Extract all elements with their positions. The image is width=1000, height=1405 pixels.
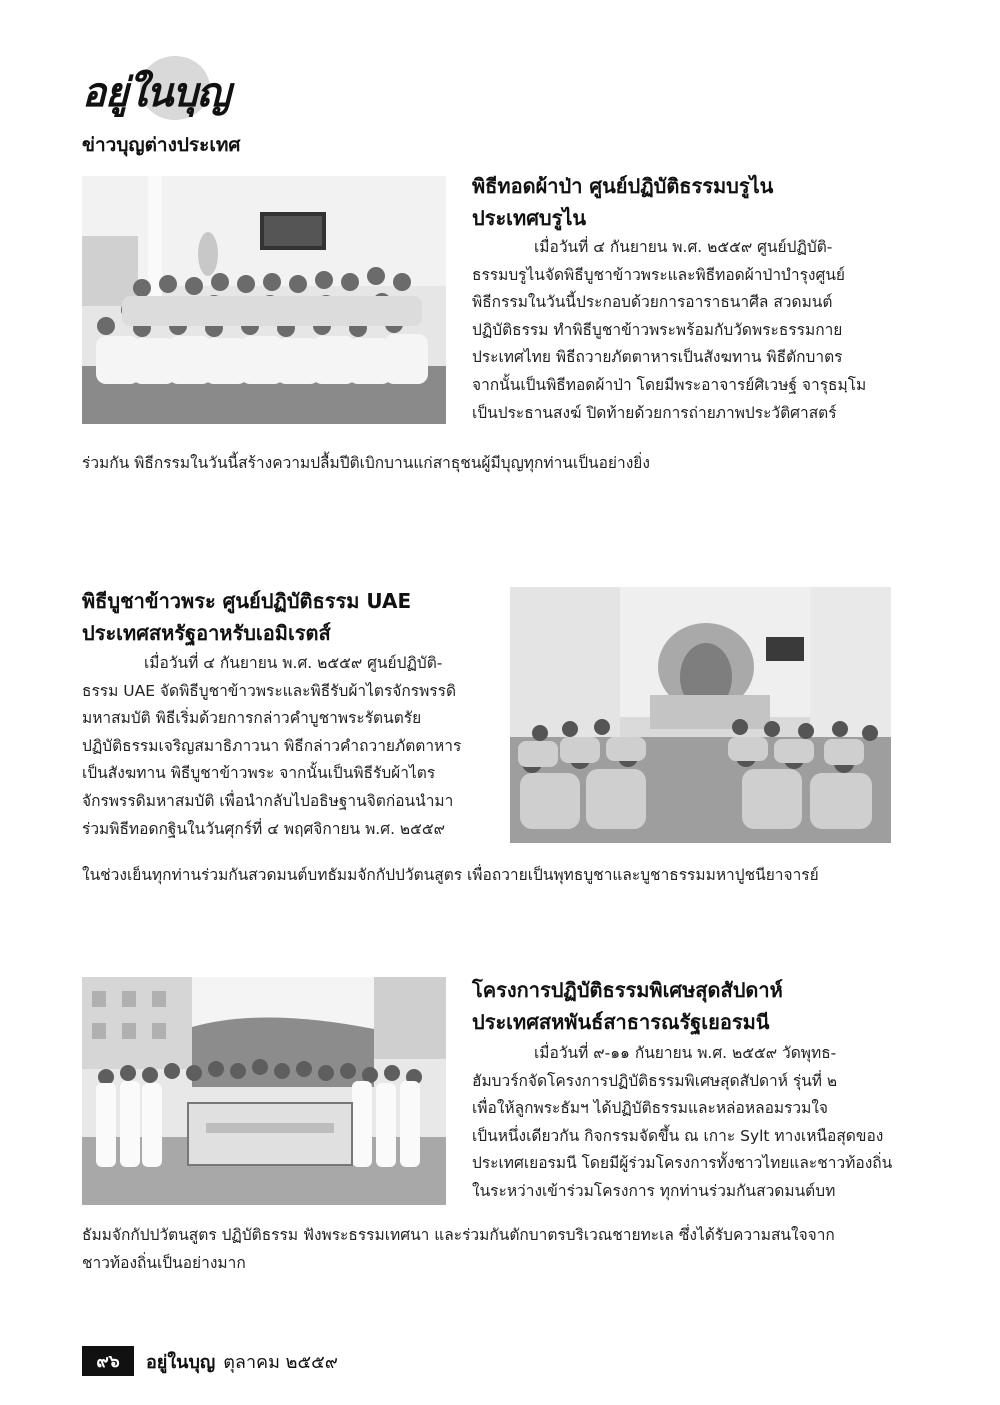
body-line: เมื่อวันที่ ๙-๑๑ กันยายน พ.ศ. ๒๕๕๙ วัดพุทธ- (534, 1044, 837, 1062)
body-line: เป็นสังฆทาน พิธีบูชาข้าวพระ จากนั้นเป็นพิธีรับผ้าไตร (82, 764, 436, 783)
body-line: ฮัมบวร์กจัดโครงการปฏิบัติธรรมพิเศษสุดสัปดาห์ รุ่นที่ ๒ (472, 1071, 838, 1090)
magazine-logo (82, 52, 232, 124)
footer-issue-date: ตุลาคม ๒๕๕๙ (223, 1351, 338, 1373)
body-line: พิธีกรรมในวันนี้ประกอบด้วยการอาราธนาศีล สวดมนต์ (472, 293, 833, 312)
article-3-body (472, 1040, 892, 1206)
photo-germany-group (82, 977, 446, 1205)
photo-uae-ceremony (510, 587, 891, 843)
headline-line: ประเทศบรูไน (472, 206, 587, 230)
headline-line: ประเทศสหพันธ์สาธารณรัฐเยอรมนี (472, 1010, 770, 1034)
footer-issue (146, 1346, 338, 1376)
page-number: ๙๖ (82, 1346, 134, 1376)
body-line: ประเทศไทย พิธีถวายภัตตาหารเป็นสังฆทาน พิธีตักบาตร (472, 348, 843, 367)
body-line: มหาสมบัติ พิธีเริ่มด้วยการกล่าวคำบูชาพระรัตนตรัย (82, 709, 422, 728)
body-line: เป็นประธานสงฆ์ ปิดท้ายด้วยการถ่ายภาพประวัติศาสตร์ (472, 403, 837, 422)
body-line: เป็นหนึ่งเดียวกัน กิจกรรมจัดขึ้น ณ เกาะ Sylt ทางเหนือสุดของ (472, 1126, 884, 1145)
headline-line: พิธีบูชาข้าวพระ ศูนย์ปฏิบัติธรรม UAE (82, 589, 412, 613)
logo-text: อยู่ในบุญ (82, 69, 230, 116)
body-line: ประเทศเยอรมนี โดยมีผู้ร่วมโครงการทั้งชาวไทยและชาวท้องถิ่น (472, 1154, 892, 1173)
article-2-continuation: ในช่วงเย็นทุกท่านร่วมกันสวดมนต์บทธัมมจักกัปปวัตนสูตร เพื่อถวายเป็นพุทธบูชาและบูชาธรรมมหาปูชนียาจารย์ (82, 866, 819, 884)
body-line: จักรพรรดิมหาสมบัติ เพื่อนำกลับไปอธิษฐานจิตก่อนนำมา (82, 791, 454, 810)
headline-line: ประเทศสหรัฐอาหรับเอมิเรตส์ (82, 621, 331, 645)
body-line: เพื่อให้ลูกพระธัมฯ ได้ปฏิบัติธรรมและหล่อหลอมรวมใจ (472, 1099, 828, 1118)
body-line: จากนั้นเป็นพิธีทอดผ้าป่า โดยมีพระอาจารย์ศิเวษฐ์ จารุธมฺโม (472, 375, 867, 394)
body-line: เมื่อวันที่ ๔ กันยายน พ.ศ. ๒๕๕๙ ศูนย์ปฏิบัติ- (534, 238, 833, 256)
article-1-body (472, 234, 892, 427)
article-2-body (82, 650, 486, 843)
body-line: ร่วมพิธีทอดกฐินในวันศุกร์ที่ ๔ พฤศจิกายน พ.ศ. ๒๕๕๙ (82, 819, 445, 838)
photo-brunei-group (82, 176, 446, 424)
article-1-continuation: ร่วมกัน พิธีกรรมในวันนี้สร้างความปลื้มปีติเบิกบานแก่สาธุชนผู้มีบุญทุกท่านเป็นอย่างยิ่ง (82, 454, 650, 472)
body-line: ปฏิบัติธรรมเจริญสมาธิภาวนา พิธีกล่าวคำถวายภัตตาหาร (82, 736, 462, 755)
continuation-line: ชาวท้องถิ่นเป็นอย่างมาก (82, 1253, 246, 1272)
article-2-headline (82, 585, 411, 649)
continuation-line: ธัมมจักกัปปวัตนสูตร ปฏิบัติธรรม ฟังพระธรรมเทศนา และร่วมกันตักบาตรบริเวณชายทะเล ซึ่งได้รับความสนใจจาก (82, 1226, 835, 1244)
body-line: ปฏิบัติธรรม ทำพิธีบูชาข้าวพระพร้อมกับวัดพระธรรมกาย (472, 320, 843, 339)
headline-line: โครงการปฏิบัติธรรมพิเศษสุดสัปดาห์ (472, 978, 783, 1002)
body-line: เมื่อวันที่ ๔ กันยายน พ.ศ. ๒๕๕๙ ศูนย์ปฏิบัติ- (144, 654, 443, 672)
footer-magazine-name: อยู่ในบุญ (146, 1351, 216, 1373)
article-3-continuation (82, 1222, 835, 1277)
article-1-headline (472, 170, 773, 234)
section-title: ข่าวบุญต่างประเทศ (82, 134, 241, 156)
body-line: ธรรมบรูไนจัดพิธีบูชาข้าวพระและพิธีทอดผ้าป่าบำรุงศูนย์ (472, 265, 846, 284)
body-line: ในระหว่างเข้าร่วมโครงการ ทุกท่านร่วมกันสวดมนต์บท (472, 1181, 836, 1200)
body-line: ธรรม UAE จัดพิธีบูชาข้าวพระและพิธีรับผ้าไตรจักรพรรดิ (82, 681, 457, 700)
article-3-headline (472, 974, 783, 1038)
headline-line: พิธีทอดผ้าป่า ศูนย์ปฏิบัติธรรมบรูไน (472, 174, 774, 198)
